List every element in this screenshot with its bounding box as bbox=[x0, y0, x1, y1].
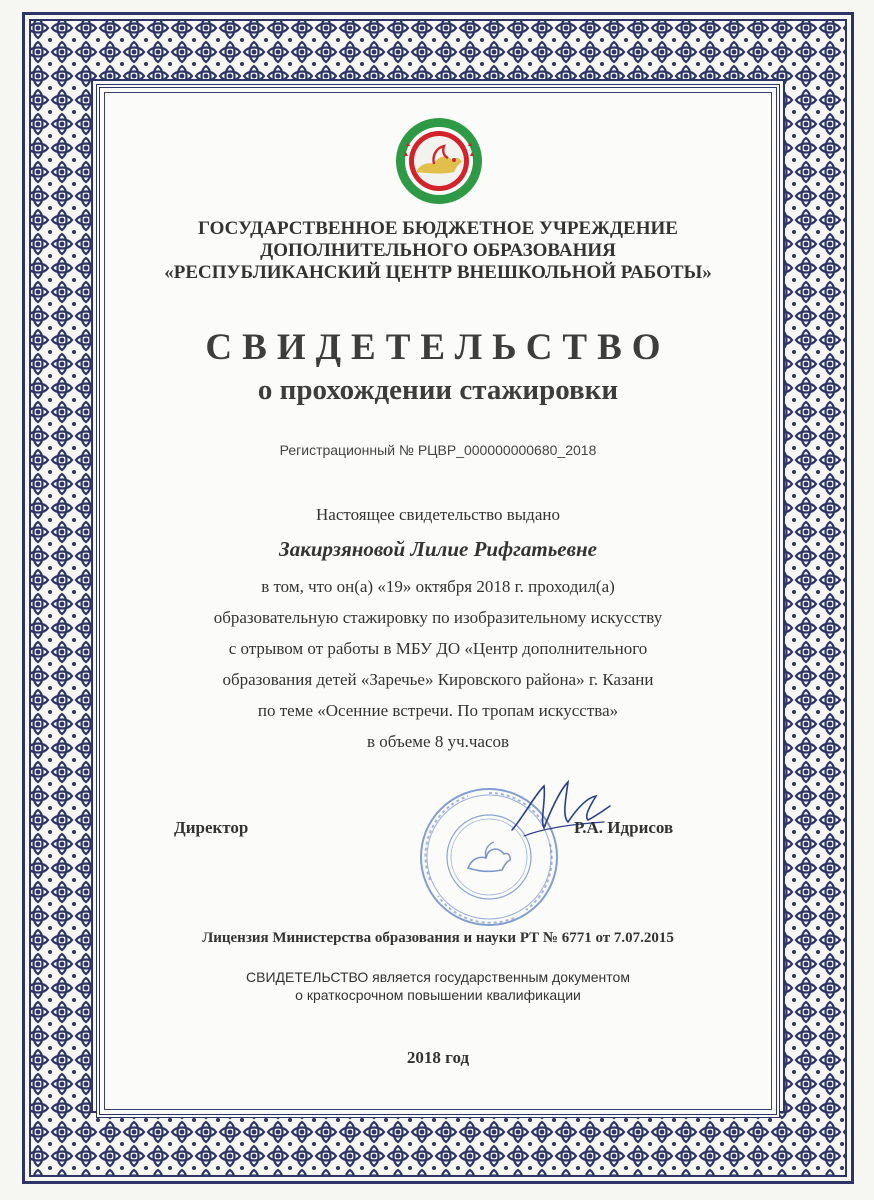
body-line: с отрывом от работы в МБУ ДО «Центр дополнительного bbox=[228, 639, 648, 658]
recipient-name: Закирзяновой Лилие Рифгатьевне bbox=[279, 537, 597, 561]
issued-to-label: Настоящее свидетельство выдано bbox=[316, 505, 560, 524]
certificate-year: 2018 год bbox=[406, 1048, 470, 1067]
organization-name bbox=[104, 218, 772, 284]
body-line: по теме «Осенние встречи. По тропам искусства» bbox=[257, 701, 619, 720]
certificate-subtitle: о прохождении стажировки bbox=[257, 374, 619, 406]
certificate-title: СВИДЕТЕЛЬСТВО bbox=[205, 327, 671, 368]
body-line: в том, что он(а) «19» октября 2018 г. проходил(а) bbox=[261, 577, 615, 596]
signature-role: Директор bbox=[174, 818, 249, 837]
body-line: образования детей «Заречье» Кировского района» г. Казани bbox=[222, 670, 654, 689]
certificate-note bbox=[104, 968, 772, 1004]
organization-line-2: ДОПОЛНИТЕЛЬНОГО ОБРАЗОВАНИЯ bbox=[260, 240, 616, 261]
organization-line-1: ГОСУДАРСТВЕННОЕ БЮДЖЕТНОЕ УЧРЕЖДЕНИЕ bbox=[198, 218, 678, 239]
body-line: в объеме 8 уч.часов bbox=[366, 732, 510, 751]
registration-number: Регистрационный № РЦВР_000000000680_2018 bbox=[279, 442, 597, 458]
tatarstan-emblem-icon bbox=[394, 116, 484, 206]
signature-name: Р.А. Идрисов bbox=[574, 818, 674, 837]
note-line-1: СВИДЕТЕЛЬСТВО является государственным документом bbox=[246, 969, 630, 985]
note-line-2: о краткосрочном повышении квалификации bbox=[295, 987, 581, 1003]
body-line: образовательную стажировку по изобразительному искусству bbox=[213, 608, 663, 627]
organization-line-3: «РЕСПУБЛИКАНСКИЙ ЦЕНТР ВНЕШКОЛЬНОЙ РАБОТЫ» bbox=[164, 262, 712, 283]
certificate-body bbox=[104, 571, 772, 757]
license-info: Лицензия Министерства образования и науки РТ № 6771 от 7.07.2015 bbox=[202, 930, 674, 946]
certificate-content bbox=[104, 92, 772, 1110]
